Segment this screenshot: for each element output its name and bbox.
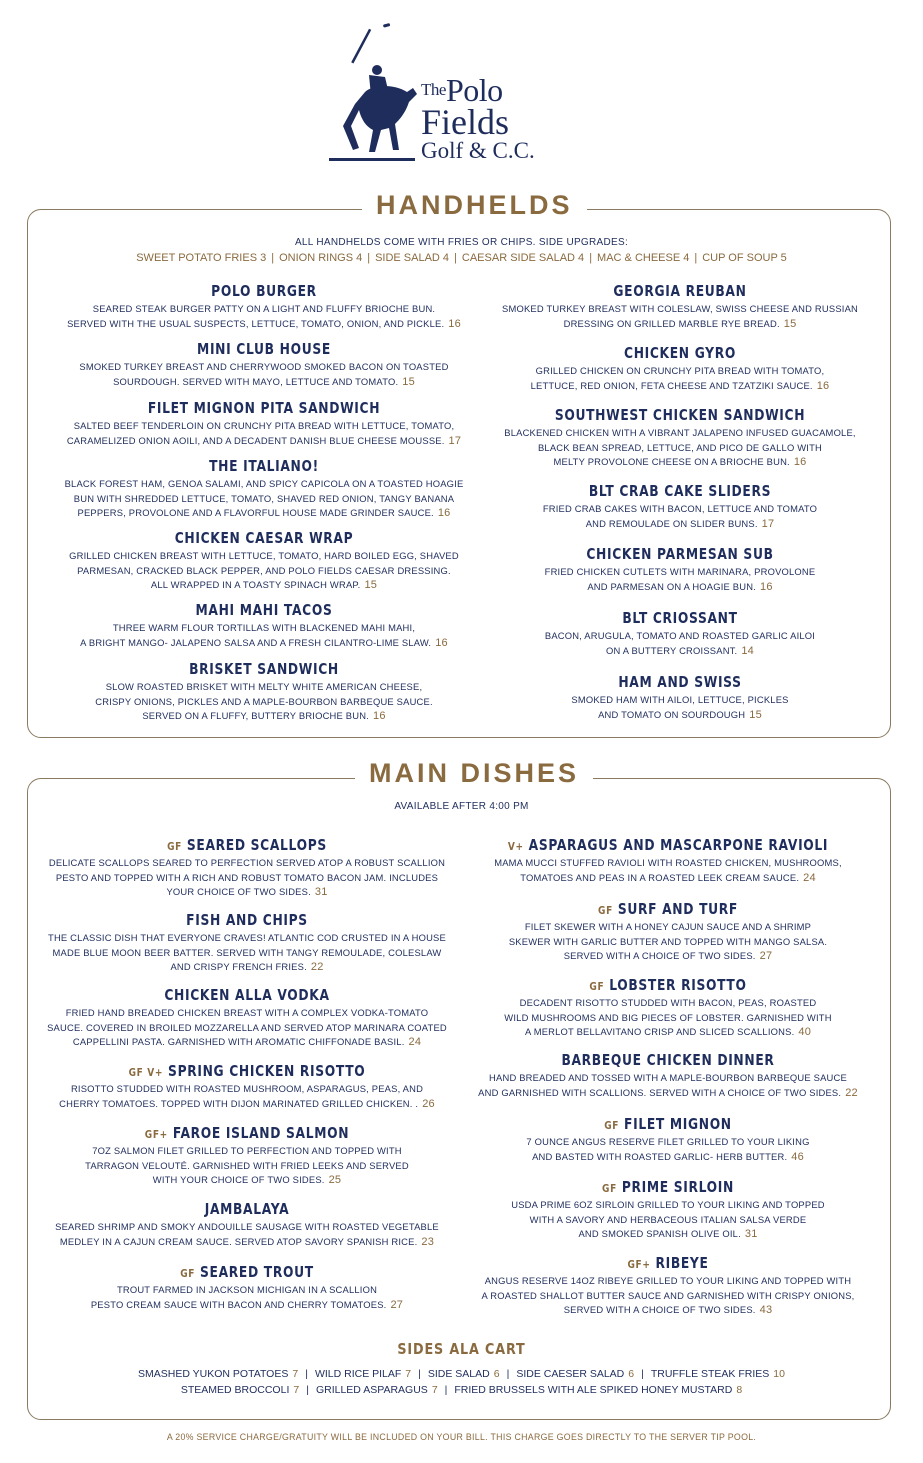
side-item: [454, 1384, 742, 1396]
item-price: 15: [783, 317, 797, 330]
item-name: [92, 399, 436, 417]
item-description: [470, 693, 890, 722]
description-line: A ROASTED SHALLOT BUTTER SAUCE AND GARNISHED WITH CRISPY ONIONS,: [481, 1289, 855, 1301]
item-name: [75, 1263, 419, 1281]
item-price: 17: [448, 434, 462, 447]
menu-item: [458, 1178, 878, 1242]
item-price: 16: [437, 507, 451, 519]
description-line: YOUR CHOICE OF TWO SIDES. 31: [166, 886, 328, 898]
item-name: [508, 482, 852, 500]
upgrade-option: MAC & CHEESE 4: [597, 252, 690, 264]
menu-item: [470, 545, 890, 594]
logo-fields: Fields: [421, 102, 510, 142]
item-title: RIBEYE: [655, 1254, 709, 1272]
item-description: [54, 549, 474, 593]
item-name: [75, 911, 419, 929]
item-price: 25: [328, 1174, 342, 1186]
description-line: WITH YOUR CHOICE OF TWO SIDES. 25: [152, 1174, 342, 1186]
description-line: AND SMOKED SPANISH OLIVE OIL. 31: [578, 1228, 758, 1240]
item-title: FILET MIGNON: [624, 1115, 732, 1133]
menu-item: [458, 976, 878, 1040]
item-description: [37, 1220, 457, 1249]
description-line: MEDLEY IN A CAJUN CREAM SAUCE. SERVED ATOP SAVORY SPANISH RICE. 23: [59, 1235, 435, 1248]
menu-item: [54, 457, 474, 521]
description-line: DECADENT RISOTTO STUDDED WITH BACON, PEAS, ROASTED: [519, 997, 817, 1008]
item-title: ASPARAGUS AND MASCARPONE RAVIOLI: [528, 836, 829, 854]
club-logo: [325, 22, 565, 167]
upgrade-option: CUP OF SOUP 5: [702, 252, 787, 264]
item-name: [508, 406, 852, 424]
diet-tag: GF: [602, 1182, 617, 1195]
side-item: [181, 1384, 299, 1396]
menu-item: [54, 282, 474, 331]
description-line: SMOKED HAM WITH AILOI, LETTUCE, PICKLES: [571, 694, 789, 705]
item-description: [54, 360, 474, 389]
description-line: ANGUS RESERVE 14OZ RIBEYE GRILLED TO YOUR LIKING AND TOPPED WITH: [484, 1275, 852, 1286]
description-line: BLACK BEAN SPREAD, LETTUCE, AND PICO DE GALLO WITH: [537, 441, 823, 453]
description-line: MAMA MUCCI STUFFED RAVIOLI WITH ROASTED CHICKEN, MUSHROOMS,: [494, 857, 842, 868]
side-name: STEAMED BROCCOLI: [180, 1384, 290, 1396]
item-name: [92, 457, 436, 475]
item-price: 17: [761, 517, 775, 530]
side-price: 7: [293, 1384, 300, 1396]
description-line: BACON, ARUGULA, TOMATO AND ROASTED GARLIC AILOI: [544, 630, 816, 641]
item-title: SOUTHWEST CHICKEN SANDWICH: [554, 406, 806, 424]
item-description: [470, 565, 890, 594]
description-line: WITH A SAVORY AND HERBACEOUS ITALIAN SALSA VERDE: [529, 1213, 807, 1225]
side-price: 7: [405, 1368, 412, 1380]
sides-row-1: [0, 1368, 923, 1380]
description-line: FILET SKEWER WITH A HONEY CAJUN SAUCE AND A SHRIMP: [524, 921, 812, 932]
side-separator: |: [444, 1384, 448, 1396]
item-price: 16: [793, 456, 807, 468]
menu-item: [470, 609, 890, 658]
side-price: 7: [431, 1384, 438, 1396]
description-line: SERVED ON A FLUFFY, BUTTERY BRIOCHE BUN. 16: [142, 710, 386, 722]
description-line: CHERRY TOMATOES. TOPPED WITH DIJON MARINATED GRILLED CHICKEN. . 26: [59, 1097, 435, 1110]
diet-tag: GF: [589, 980, 605, 993]
menu-item: [54, 660, 474, 724]
description-line: SMOKED TURKEY BREAST WITH COLESLAW, SWISS CHEESE AND RUSSIAN: [502, 303, 858, 314]
item-title: POLO BURGER: [211, 282, 317, 300]
description-line: SMOKED TURKEY BREAST AND CHERRYWOOD SMOKED BACON ON TOASTED: [79, 361, 449, 372]
item-name: [75, 1124, 419, 1142]
item-title: MINI CLUB HOUSE: [197, 340, 331, 358]
description-line: AND GARNISHED WITH SCALLIONS. SERVED WITH A CHOICE OF TWO SIDES. 22: [478, 1086, 858, 1099]
description-line: USDA PRIME 6OZ SIRLOIN GRILLED TO YOUR LIKING AND TOPPED: [511, 1199, 825, 1210]
item-name: [75, 1200, 419, 1218]
item-name: [75, 986, 419, 1004]
item-price: 16: [760, 580, 773, 593]
description-line: AND REMOULADE ON SLIDER BUNS. 17: [585, 517, 775, 530]
description-line: GRILLED CHICKEN ON CRUNCHY PITA BREAD WITH TOMATO,: [535, 365, 825, 376]
item-name: [92, 529, 436, 547]
item-price: 22: [310, 961, 324, 973]
description-line: RISOTTO STUDDED WITH ROASTED MUSHROOM, ASPARAGUS, PEAS, AND: [70, 1083, 424, 1094]
item-description: [458, 996, 878, 1040]
menu-item: [458, 900, 878, 964]
item-name: [496, 1051, 840, 1069]
description-line: AND TOMATO ON SOURDOUGH 15: [598, 708, 762, 721]
item-title: BRISKET SANDWICH: [189, 660, 339, 678]
item-description: [458, 856, 878, 885]
diet-tag: GF+: [144, 1128, 168, 1141]
side-item: [316, 1384, 438, 1396]
diet-tag: GF: [598, 904, 613, 917]
item-description: [470, 302, 890, 331]
item-price: 27: [759, 950, 773, 962]
description-line: PEPPERS, PROVOLONE AND A FLAVORFUL HOUSE MADE GRINDER SAUCE. 16: [77, 507, 451, 519]
item-name: [92, 660, 436, 678]
menu-item: [54, 601, 474, 650]
item-name: [496, 1115, 840, 1133]
handhelds-title: HANDHELDS: [362, 190, 587, 221]
upgrade-separator: |: [367, 252, 371, 264]
side-price: 10: [773, 1368, 785, 1380]
side-item: [516, 1368, 634, 1380]
description-line: 7 OUNCE ANGUS RESERVE FILET GRILLED TO YOUR LIKING: [526, 1136, 810, 1147]
description-line: CARAMELIZED ONION AOILI, AND A DECADENT DANISH BLUE CHEESE MOUSSE. 17: [66, 434, 462, 447]
description-line: HAND BREADED AND TOSSED WITH A MAPLE-BOURBON BARBEQUE SAUCE: [489, 1072, 847, 1083]
side-separator: |: [306, 1384, 309, 1396]
menu-item: [470, 482, 890, 531]
item-title: LOBSTER RISOTTO: [609, 976, 747, 994]
item-name: [508, 282, 852, 300]
description-line: SKEWER WITH GARLIC BUTTER AND TOPPED WITH MANGO SALSA.: [508, 935, 828, 947]
item-description: [470, 629, 890, 658]
description-line: BLACKENED CHICKEN WITH A VIBRANT JALAPENO INFUSED GUACAMOLE,: [504, 427, 856, 438]
polo-rider-icon: [325, 22, 420, 167]
item-name: [92, 340, 436, 358]
item-title: BLT CRAB CAKE SLIDERS: [588, 482, 772, 500]
item-price: 40: [798, 1026, 812, 1038]
item-title: CHICKEN CAESAR WRAP: [174, 529, 354, 547]
menu-item: [54, 399, 474, 448]
description-line: A BRIGHT MANGO- JALAPENO SALSA AND A FRESH CILANTRO-LIME SLAW. 16: [80, 636, 448, 649]
description-line: WILD MUSHROOMS AND BIG PIECES OF LOBSTER. GARNISHED WITH: [504, 1011, 832, 1023]
menu-item: [37, 1263, 457, 1312]
item-title: FAROE ISLAND SALMON: [172, 1124, 350, 1142]
side-item: [651, 1368, 785, 1380]
side-name: SIDE CAESER SALAD: [516, 1368, 625, 1380]
item-name: [75, 836, 419, 854]
item-name: [496, 1254, 840, 1272]
item-description: [54, 302, 474, 331]
item-price: 16: [448, 317, 461, 330]
side-separator: |: [305, 1368, 308, 1380]
diet-tag: GF: [180, 1267, 196, 1280]
description-line: SOURDOUGH. SERVED WITH MAYO, LETTUCE AND TOMATO. 15: [113, 375, 415, 388]
description-line: FRIED CRAB CAKES WITH BACON, LETTUCE AND TOMATO: [542, 503, 818, 514]
item-price: 26: [422, 1097, 435, 1110]
handhelds-note: ALL HANDHELDS COME WITH FRIES OR CHIPS. SIDE UPGRADES:: [294, 237, 629, 248]
description-line: ALL WRAPPED IN A TOASTY SPINACH WRAP. 15: [150, 579, 378, 591]
item-name: [75, 1062, 419, 1080]
description-line: A MERLOT BELLAVITANO CRISP AND SLICED SCALLIONS. 40: [524, 1026, 812, 1038]
item-price: 16: [435, 636, 448, 649]
side-price: 8: [736, 1384, 743, 1396]
description-line: THE CLASSIC DISH THAT EVERYONE CRAVES! ATLANTIC COD CRUSTED IN A HOUSE: [48, 932, 446, 943]
item-description: [54, 621, 474, 650]
main-dishes-note: AVAILABLE AFTER 4:00 PM: [394, 801, 529, 812]
diet-tag: V+: [507, 840, 524, 853]
upgrade-separator: |: [454, 252, 457, 264]
item-price: 15: [749, 708, 762, 721]
menu-item: [470, 406, 890, 470]
description-line: PESTO CREAM SAUCE WITH BACON AND CHERRY TOMATOES. 27: [90, 1298, 404, 1311]
description-line: 7OZ SALMON FILET GRILLED TO PERFECTION AND TOPPED WITH: [92, 1145, 402, 1156]
item-title: SPRING CHICKEN RISOTTO: [168, 1062, 366, 1080]
description-line: AND PARMESAN ON A HOAGIE BUN. 16: [587, 580, 773, 593]
item-price: 22: [845, 1086, 858, 1099]
item-description: [458, 1274, 878, 1318]
description-line: ON A BUTTERY CROISSANT. 14: [605, 644, 754, 657]
service-charge-note: A 20% SERVICE CHARGE/GRATUITY WILL BE INCLUDED ON YOUR BILL. THIS CHARGE GOES DIRECTLY TO THE SERVER TIP POOL.: [166, 1432, 757, 1442]
item-title: HAM AND SWISS: [618, 673, 742, 691]
side-price: 6: [493, 1368, 500, 1380]
sides-row-2: [0, 1384, 923, 1396]
description-line: FRIED CHICKEN CUTLETS WITH MARINARA, PROVOLONE: [544, 566, 816, 577]
menu-item: [458, 1254, 878, 1318]
item-description: [37, 1082, 457, 1111]
main-dishes-title: MAIN DISHES: [355, 758, 593, 789]
item-name: [508, 673, 852, 691]
item-price: 15: [364, 579, 378, 591]
item-price: 24: [408, 1036, 422, 1048]
description-line: SERVED WITH A CHOICE OF TWO SIDES. 27: [563, 950, 773, 962]
description-line: DELICATE SCALLOPS SEARED TO PERFECTION SERVED ATOP A ROBUST SCALLION: [48, 857, 446, 868]
side-separator: |: [506, 1368, 510, 1380]
item-name: [496, 1178, 840, 1196]
description-line: TARRAGON VELOUTÉ. GARNISHED WITH FRIED LEEKS AND SERVED: [85, 1159, 409, 1171]
description-line: SAUCE. COVERED IN BROILED MOZZARELLA AND SERVED ATOP MARINARA COATED: [47, 1021, 447, 1033]
menu-item: [470, 282, 890, 331]
upgrade-separator: |: [589, 252, 593, 264]
item-title: CHICKEN GYRO: [624, 344, 736, 362]
description-line: LETTUCE, RED ONION, FETA CHEESE AND TZATZIKI SAUCE. 16: [530, 379, 830, 392]
menu-item: [37, 836, 457, 900]
item-description: [54, 477, 474, 521]
description-line: SEARED SHRIMP AND SMOKY ANDOUILLE SAUSAGE WITH ROASTED VEGETABLE: [55, 1221, 439, 1232]
description-line: AND BASTED WITH ROASTED GARLIC- HERB BUTTER. 46: [532, 1150, 804, 1163]
item-description: [54, 419, 474, 448]
description-line: PARMESAN, CRACKED BLACK PEPPER, AND POLO FIELDS CAESAR DRESSING.: [77, 564, 451, 576]
side-item: [315, 1368, 411, 1380]
upgrade-option: SWEET POTATO FRIES 3: [136, 252, 267, 264]
menu-item: [54, 529, 474, 593]
upgrade-option: SIDE SALAD 4: [375, 252, 450, 264]
item-price: 43: [759, 1304, 773, 1316]
item-description: [54, 680, 474, 724]
item-title: CHICKEN ALLA VODKA: [164, 986, 330, 1004]
item-title: SEARED TROUT: [200, 1263, 314, 1281]
item-description: [37, 1144, 457, 1188]
side-item: [428, 1368, 500, 1380]
item-description: [458, 1135, 878, 1164]
item-description: [470, 502, 890, 531]
menu-item: [458, 1051, 878, 1100]
logo-the: The: [421, 80, 446, 99]
upgrade-option: ONION RINGS 4: [279, 252, 363, 264]
item-price: 24: [803, 871, 816, 884]
upgrade-separator: |: [694, 252, 698, 264]
item-title: FILET MIGNON PITA SANDWICH: [147, 399, 381, 417]
description-line: SLOW ROASTED BRISKET WITH MELTY WHITE AMERICAN CHEESE,: [105, 681, 423, 692]
menu-item: [470, 344, 890, 393]
item-title: THE ITALIANO!: [209, 457, 319, 475]
diet-tag: GF V+: [128, 1066, 164, 1079]
description-line: SALTED BEEF TENDERLOIN ON CRUNCHY PITA BREAD WITH LETTUCE, TOMATO,: [73, 420, 455, 431]
description-line: THREE WARM FLOUR TORTILLAS WITH BLACKENED MAHI MAHI,: [112, 622, 416, 633]
upgrade-option: CAESAR SIDE SALAD 4: [461, 252, 585, 264]
description-line: TOMATOES AND PEAS IN A ROASTED LEEK CREAM SAUCE. 24: [520, 871, 816, 884]
item-name: [508, 545, 852, 563]
item-price: 46: [791, 1150, 804, 1163]
side-name: SMASHED YUKON POTATOES: [138, 1368, 289, 1380]
menu-item: [458, 836, 878, 885]
club-name: [421, 74, 535, 162]
side-name: TRUFFLE STEAK FRIES: [650, 1368, 770, 1380]
description-line: AND CRISPY FRENCH FRIES. 22: [170, 961, 324, 973]
menu-item: [470, 673, 890, 722]
description-line: BUN WITH SHREDDED LETTUCE, TOMATO, SHAVED RED ONION, TANGY BANANA: [73, 492, 455, 504]
side-name: WILD RICE PILAF: [314, 1368, 402, 1380]
description-line: CRISPY ONIONS, PICKLES AND A MAPLE-BOURBON BARBEQUE SAUCE.: [95, 695, 433, 707]
description-line: DRESSING ON GRILLED MARBLE RYE BREAD. 15: [563, 317, 797, 330]
item-name: [508, 609, 852, 627]
diet-tag: GF+: [627, 1258, 651, 1271]
item-description: [37, 1006, 457, 1050]
item-title: MAHI MAHI TACOS: [195, 601, 333, 619]
item-description: [470, 364, 890, 393]
side-upgrades: [0, 252, 923, 264]
item-name: [496, 836, 840, 854]
item-price: 14: [741, 644, 754, 657]
item-description: [458, 920, 878, 964]
logo-polo: Polo: [445, 72, 503, 108]
item-description: [458, 1198, 878, 1242]
item-name: [508, 344, 852, 362]
side-price: 7: [292, 1368, 299, 1380]
description-line: SERVED WITH THE USUAL SUSPECTS, LETTUCE, TOMATO, ONION, AND PICKLE. 16: [67, 317, 461, 330]
logo-golf: Golf & C.C.: [421, 138, 535, 163]
diet-tag: GF: [604, 1119, 620, 1132]
item-name: [92, 282, 436, 300]
item-description: [37, 1283, 457, 1312]
upgrade-separator: |: [271, 252, 275, 264]
description-line: GRILLED CHICKEN BREAST WITH LETTUCE, TOMATO, HARD BOILED EGG, SHAVED: [69, 550, 459, 561]
item-title: JAMBALAYA: [204, 1200, 290, 1218]
menu-item: [37, 986, 457, 1050]
description-line: MADE BLUE MOON BEER BATTER. SERVED WITH TANGY REMOULADE, COLESLAW: [52, 946, 442, 958]
item-price: 27: [390, 1298, 404, 1311]
item-price: 31: [314, 886, 328, 898]
sides-title: SIDES ALA CART: [397, 1340, 526, 1358]
description-line: PESTO AND TOPPED WITH A RICH AND ROBUST TOMATO BACON JAM. INCLUDES: [55, 871, 439, 883]
description-line: MELTY PROVOLONE CHEESE ON A BRIOCHE BUN. 16: [553, 456, 807, 468]
description-line: TROUT FARMED IN JACKSON MICHIGAN IN A SCALLION: [116, 1284, 378, 1295]
item-description: [37, 856, 457, 900]
description-line: BLACK FOREST HAM, GENOA SALAMI, AND SPICY CAPICOLA ON A TOASTED HOAGIE: [64, 478, 464, 489]
side-name: GRILLED ASPARAGUS: [315, 1384, 428, 1396]
menu-item: [458, 1115, 878, 1164]
item-title: GEORGIA REUBAN: [613, 282, 747, 300]
description-line: SEARED STEAK BURGER PATTY ON A LIGHT AND FLUFFY BRIOCHE BUN.: [92, 303, 436, 314]
item-title: CHICKEN PARMESAN SUB: [586, 545, 774, 563]
item-description: [470, 426, 890, 470]
side-separator: |: [418, 1368, 421, 1380]
description-line: SERVED WITH A CHOICE OF TWO SIDES. 43: [563, 1304, 773, 1316]
side-separator: |: [641, 1368, 644, 1380]
item-title: FISH AND CHIPS: [186, 911, 308, 929]
item-name: [496, 900, 840, 918]
item-name: [92, 601, 436, 619]
side-item: [138, 1368, 298, 1380]
item-title: SURF AND TURF: [617, 900, 738, 918]
item-title: PRIME SIRLOIN: [621, 1178, 734, 1196]
side-name: SIDE SALAD: [427, 1368, 490, 1380]
menu-item: [37, 1062, 457, 1111]
item-price: 23: [421, 1235, 435, 1248]
menu-item: [54, 340, 474, 389]
menu-item: [37, 911, 457, 975]
item-description: [37, 931, 457, 975]
item-price: 31: [744, 1228, 758, 1240]
item-title: BARBEQUE CHICKEN DINNER: [561, 1051, 775, 1069]
description-line: CAPPELLINI PASTA. GARNISHED WITH AROMATIC CHIFFONADE BASIL. 24: [72, 1036, 422, 1048]
description-line: FRIED HAND BREADED CHICKEN BREAST WITH A COMPLEX VODKA-TOMATO: [65, 1007, 429, 1018]
item-name: [496, 976, 840, 994]
item-title: BLT CRIOSSANT: [622, 609, 738, 627]
item-title: SEARED SCALLOPS: [186, 836, 327, 854]
menu-item: [37, 1200, 457, 1249]
item-description: [458, 1071, 878, 1100]
side-price: 6: [628, 1368, 635, 1380]
item-price: 16: [816, 379, 830, 392]
item-price: 16: [373, 710, 386, 722]
item-price: 15: [402, 375, 415, 388]
side-name: FRIED BRUSSELS WITH ALE SPIKED HONEY MUSTARD: [454, 1384, 733, 1396]
diet-tag: GF: [167, 840, 183, 853]
menu-item: [37, 1124, 457, 1188]
